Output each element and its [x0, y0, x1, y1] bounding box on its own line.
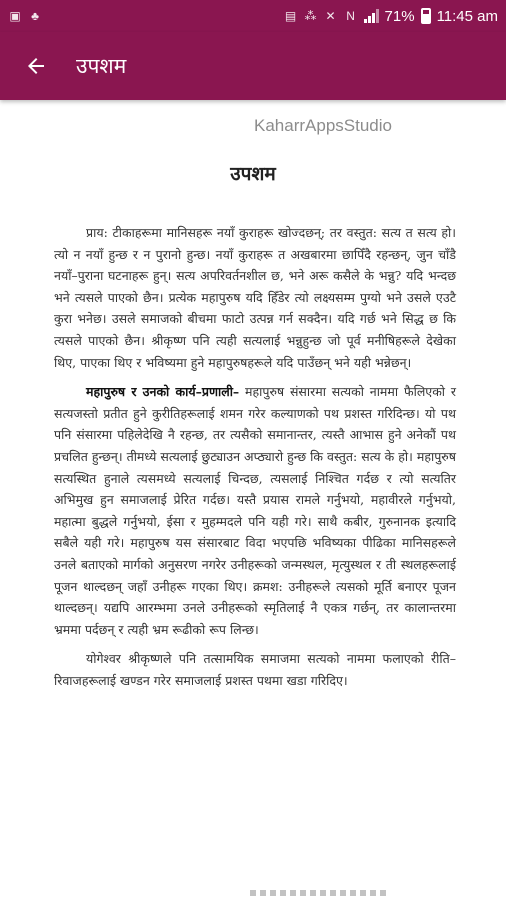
status-left — [8, 9, 42, 23]
battery-icon — [421, 8, 431, 24]
status-bar — [0, 0, 506, 32]
status-right — [284, 8, 498, 25]
paragraph — [54, 648, 456, 691]
document-title: उपशम — [230, 163, 276, 185]
watermark: KaharrAppsStudio — [254, 116, 392, 135]
paragraph — [54, 222, 456, 373]
arrow-left-icon — [24, 54, 48, 78]
clock: 11:45 am — [436, 7, 498, 25]
paragraph-text: प्राय: टीकाहरूमा मानिसहरू नयाँ कुराहरू खोज्दछन्; तर वस्तुत: सत्य त सत्य हो। त्यो न नयाँ हुन्छ र न पुरानो हुन्छ। नयाँ कुराहरू त अखबारमा छापिँदै रहन्छन्, जुन चाँडै नयाँ–पुराना घटनाहरू हुन्। सत्य अपरिवर्तनशील छ, भने अरू कसैले के भन्नु? यदि भन्दछ भने त्यसले पाएको छैन। प्रत्येक महापुरुष यदि हिँडेर त्यो लक्ष्यसम्म पुग्यो भने उसले एउटै कुरा भनेछ। उसले समाजको बीचमा फाटो उत्पन्न गर्न सक्दैन। यदि गर्छ भने सिद्ध छ कि त्यसले पाएको छैन। श्रीकृष्ण पनि त्यही सत्यलाई भन्नुहुन्छ जो पूर्व मनीषिहरूले देखेका थिए, पाएका थिए र भविष्यमा हुने महापुरुषहरूले यदि पाउँछन् भने यही भन्नेछन्। — [54, 225, 456, 370]
gallery-notification-icon: ▣ — [9, 9, 21, 23]
nfc-icon: N — [346, 9, 355, 23]
partial-text-line — [250, 890, 390, 896]
signal-icon — [364, 9, 379, 23]
share-icon: ⁂ — [304, 9, 317, 23]
paragraph-text: योगेश्वर श्रीकृष्णले पनि तत्सामयिक समाजमा सत्यको नाममा फलाएको रीति–रिवाजहरूलाई खण्डन गरेर समाजलाई प्रशस्त पथमा खडा गरिदिए। — [54, 651, 456, 688]
app-notification-icon: ♣ — [31, 9, 39, 23]
mute-icon: ✕ — [325, 9, 336, 23]
document-body — [54, 222, 456, 699]
app-bar — [0, 32, 506, 100]
battery-percent: 71% — [384, 7, 415, 25]
paragraph-lead: महापुरुष र उनको कार्य–प्रणाली– — [86, 384, 240, 400]
paragraph — [54, 381, 456, 640]
lock-icon: ▤ — [284, 9, 297, 23]
back-button[interactable] — [22, 52, 50, 80]
document-view[interactable] — [0, 100, 506, 900]
app-bar-title: उपशम — [76, 54, 127, 78]
paragraph-text: महापुरुष संसारमा सत्यको नाममा फैलिएको र सत्यजस्तो प्रतीत हुने कुरीतिहरूलाई शमन गरेर कल्याणको पथ प्रशस्त गरिदिन्छ। यो पथ पनि संसारमा पहिलेदेखि नै रहन्छ, तर त्यसैको समानान्तर, त्यस्तै आभास हुने अनेकौं पथ प्रचलित हुन्छन्। तीमध्ये सत्यलाई छुट्याउन अप्ठ्यारो हुन्छ कि वस्तुत: सत्य के हो। महापुरुष सत्यस्थित हुनाले त्यसमध्ये सत्यलाई चिन्दछ, त्यसलाई निश्चित गर्दछ र त्यो सत्यतिर अभिमुख हुन समाजलाई प्रेरित गर्दछ। यस्तै प्रयास रामले गर्नुभयो, महावीरले गर्नुभयो, महात्मा बुद्धले गर्नुभयो, ईसा र मुहम्मदले पनि यही गरे। साथै कबीर, गुरुनानक इत्यादि सबैले यही गरे। महापुरुष यस संसारबाट विदा भएपछि भविष्यका पीढिका मानिसहरूले उनले बताएको मार्गको अनुसरण नगरेर उनीहरूको जन्मस्थल, मृत्युस्थल र ती स्थलहरूलाई पूजन थाल्दछन् जहाँ उनीहरू गएका थिए। क्रमश: उनीहरूले त्यसको मूर्ति बनाएर पूजन थाल्दछन्। यद्यपि आरम्भमा उनले उनीहरूको स्मृतिलाई नै एकत्र गर्छन्, तर कालान्तरमा भ्रममा पर्दछन् र त्यही भ्रम रूढीको रूप लिन्छ। — [54, 384, 456, 637]
